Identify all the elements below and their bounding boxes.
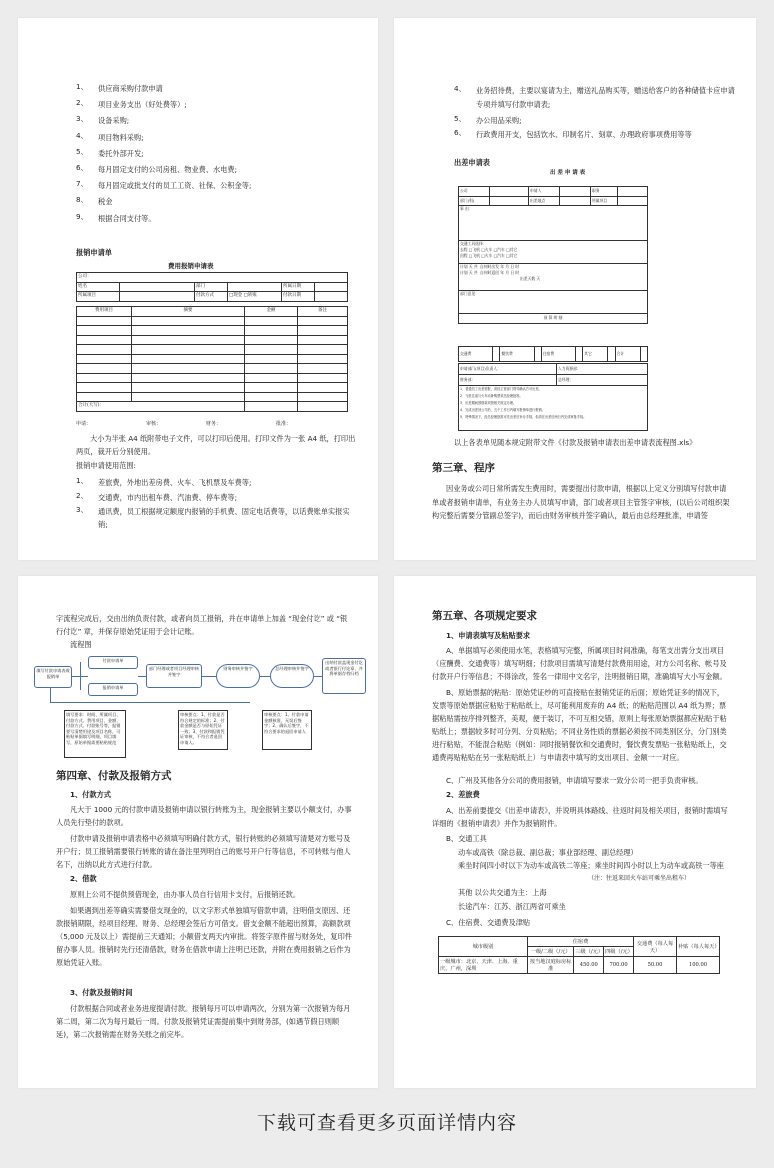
list-item-num: 6、 (76, 163, 88, 172)
document-page-1 (18, 18, 378, 560)
paragraph-attachment: 以上各表单见随本规定附带文件《付款及报销申请表出差申请表流程图.xls》 (454, 438, 697, 447)
flow-gm-review: 总经理审核并签字 (270, 664, 314, 688)
scope-item-text: 交通费，市内出租车费、汽油费、停车费等; (98, 492, 237, 502)
flowchart-label: 流程图 (70, 640, 92, 649)
document-page-2 (394, 18, 756, 560)
document-page-4 (394, 576, 756, 1088)
list-item-text: 每月固定或批支付的员工工资、社保、公积金等; (98, 181, 252, 191)
list-item-num: 5、 (76, 146, 88, 156)
transport-rule-2: 乘坐时间四小时以下为动车或高铁二等座；乘坐时间四小时以上为动车或高铁一等座 (458, 861, 724, 870)
flow-cashier-pay: 出纳付款盖现金付讫或者银行付讫章，并将单据存档归档 (322, 658, 366, 694)
paragraph-threshold: 凡大于 1000 元的付款申请及报销申请以银行转账为主，现金报销主要以小额支付，办事人员先行垫付的款项。 (56, 805, 352, 827)
paragraph-print-note: 大小为半张 A4 纸附带电子文件，可以打印后使用。打印文件为一张 A4 纸，打印出两页，裁开后分别使用。 (76, 434, 356, 456)
td-transport: 50.00 (634, 957, 677, 974)
transport-rule-1: 动车或高铁（除总裁、副总裁；事业部经理、副总经理） (458, 848, 638, 857)
footer-more-pages[interactable]: 下载可查看更多页面详情内容 (256, 1112, 517, 1134)
paragraph-cashier: 字流程完成后，交由出纳负责付款，或者向员工报销，并在申请单上加盖 “现金付讫” 或 “银行付讫” 章，并保存原始凭证用于会计记账。 (56, 614, 348, 636)
paragraph-travel-c: C、住宿费、交通费及津贴 (446, 918, 531, 927)
list-item-num: 2、 (76, 98, 88, 108)
tf-sign-dept: 申请部门(项目)负责人： (459, 364, 557, 375)
chapter-3-title: 第三章、程序 (432, 462, 495, 474)
tf-depart: 自何时出发 (480, 264, 500, 269)
list-item-num: 9、 (76, 211, 88, 221)
flow-note-fill: 填写要求：时间、所属项目、付款方式、费用项目、金额、付款方式、付款账号等，报销要写清楚用途及项目名称，可粘贴单据填写明细，项目填写，原始单据需要粘贴规范 (64, 710, 126, 758)
th-hotel: 住宿费 (528, 937, 634, 947)
tf-applicant: 申请人 (529, 187, 560, 197)
td-hotel-3: 700.00 (604, 957, 634, 974)
form-title: 费用报销申请表 (168, 262, 214, 270)
travel-form-table (458, 186, 648, 324)
tf-position: 职务 (591, 187, 618, 197)
col-amount: 金额 (245, 307, 298, 317)
transport-note: （注：往返来回火车站可乘坐出租车） (588, 875, 691, 882)
paragraph-loan-procedure: 如果遇到出差等确实需要借支现金的，以文字形式单独填写借款申请，注明借支原因、还款报销期限，经项目经理、财务、总经理会签后方可借支。借支金额不能超出预算，高额款项（5,000 元及以上）需提前三天通知；小额借支两天内审批。将签字原件留与财务处，复印件留办事人员。报销时先行还清借款，财务在借款申请上注明已还款，并附在费用报销之后作为原始凭证入账。 (56, 906, 352, 967)
tf-budget-other: 其它 (583, 347, 608, 362)
th-allowance: 补贴（每人每天） (677, 937, 720, 957)
flow-payment-form: 付款申请单 (88, 656, 138, 669)
form-paydate: 付款日期 (282, 292, 315, 302)
travel-sign-table (458, 363, 648, 431)
tf-budget-total: 合计 (615, 347, 640, 362)
paragraph-time: 付款根据合同或者业务进度提请付款。报销每月可以申请两次，分别为第一次报销为每月第二周，第二次为每月最后一周。付款及报销凭证需提前集中到财务部，(如遇节假日则顺延)，第二次报销需在财务关账之前完毕。 (56, 1004, 351, 1039)
list-item-num: 6、 (454, 128, 466, 137)
col-item: 费用项目 (77, 307, 132, 317)
col-summary: 摘要 (132, 307, 245, 317)
scope-item-num: 3、 (76, 505, 88, 514)
list-item-num: 3、 (76, 114, 88, 124)
tf-dept-opinion: 部门意见： (459, 291, 648, 314)
transport-rule-4: 长途汽车：江苏、浙江两省可乘坐 (458, 902, 566, 911)
th-city-level: 城市级别 (439, 937, 528, 957)
tf-note: 2、飞机往返与火车动卧购票须总经理批准。 (460, 394, 523, 398)
tf-days: 出差天数 天 (520, 276, 541, 281)
tf-budget-title: 预 算 明 细 (459, 314, 648, 324)
tf-budget-meal: 餐饮费 (500, 347, 534, 362)
tf-note: 3、出差期间预借款项按相关规定办理。 (460, 401, 517, 405)
tf-transport: 交通工具选择： (460, 241, 487, 246)
flow-reimburse-form: 报销申请单 (88, 683, 138, 696)
tf-reason: 事 由： (459, 206, 648, 241)
th-hotel-2: 三级（/元） (574, 947, 604, 957)
travel-form-title: 出 差 申 请 表 (550, 170, 586, 176)
list-item-text: 税金 (98, 197, 113, 207)
document-page-3 (18, 576, 378, 1088)
tf-trans-back: 回程 □飞机 □火车 □汽车 □其它 (460, 253, 518, 258)
list-item-text: 项目业务支出（好处费等）; (98, 100, 187, 110)
subsection-form-rules: 1、申请表填写及粘贴要求 (446, 631, 531, 640)
list-item-num: 5、 (454, 114, 466, 123)
col-remark: 备注 (298, 307, 348, 317)
form-payopts: □现金 □转账 (228, 292, 282, 302)
section-title-travel: 出差申请表 (454, 158, 490, 167)
flow-manager-review: 部门经理或者项目经理审核并签字 (146, 664, 202, 688)
expense-items-table (76, 306, 348, 412)
sign-finance: 财务： (206, 421, 222, 427)
paragraph-loan-rule: 原则上公司不提供预借现金，由办事人员自行信用卡支付，后报销还款。 (70, 890, 301, 899)
expense-form-table (76, 272, 348, 302)
list-item-num: 4、 (454, 84, 466, 93)
form-paytype: 付款方式 (195, 292, 228, 302)
list-item-text: 供应商采购付款申请 (98, 84, 163, 93)
list-item-text: 项目物料采购; (98, 132, 144, 142)
list-item-text: 委托外部开发; (98, 148, 144, 158)
tf-dept: 部门(科) (459, 196, 490, 206)
travel-budget-table (458, 346, 648, 362)
tf-trans-go: 去程 □飞机 □火车 □汽车 □其它 (460, 247, 518, 252)
tf-plan-back: 计划 天 共 (460, 270, 478, 275)
tf-sign-finance: 财务部： (459, 375, 557, 386)
form-name: 姓名 (77, 282, 120, 292)
list-item-text: 行政费用开支，包括饮水、印制名片、刻章、办理政府事项费用等等 (476, 130, 692, 139)
list-item-num: 1、 (76, 82, 88, 91)
paragraph-procedure: 因业务或公司日常所需发生费用时，需要提出付款申请，根据以上定义分别填写付款申请单或者报销申请单，有业务主办人员填写申请，部门或者项目主管签字审核，(以后公司组织架构完整后需要分管副总签字)，而后由财务审核并签字确认，最后由总经理批准，申请签 (432, 484, 730, 520)
tf-project: 所属项目 (591, 196, 618, 206)
list-item-text: 根据合同支付等。 (98, 213, 156, 223)
subsection-payment-method: 1、付款方式 (70, 790, 111, 799)
th-hotel-1: 一级/二级（/元） (528, 947, 574, 957)
sign-review: 审核： (146, 421, 162, 427)
allowance-table (438, 936, 720, 974)
paragraph-travel-b: B、交通工具 (446, 834, 487, 843)
tf-company: 公司 (459, 187, 490, 197)
tf-note: 5、特殊情况下，经总经理批准可先出差后补办手续，但须在出差后两日内完成审批手续。 (460, 415, 587, 419)
tf-plan-go: 计划 天 共 (460, 264, 478, 269)
form-dept: 部门 (195, 282, 228, 292)
paragraph-bank-transfer: 付款申请及报销申请表格中必须填写明确付款方式，银行转账的必须填写清楚对方账号及开户行；员工报销需要银行转账的请在备注里列明自己的账号开户行等信息，不可转账与他人名下，出纳以此方式进行付款。 (56, 834, 351, 869)
tf-depart-time: 年 月 日 时 (500, 264, 520, 269)
list-item-num: 7、 (76, 179, 88, 189)
th-hotel-3: 四级（/元） (604, 947, 634, 957)
tf-return-time: 年 月 日 时 (500, 270, 520, 275)
section-title-reimbursement: 报销申请单 (76, 248, 112, 257)
tf-return: 自何时返回 (480, 270, 500, 275)
tf-sign-hr: 人力资源部： (557, 364, 648, 375)
list-item-text: 设备采购; (98, 116, 130, 126)
tf-notes (459, 386, 648, 431)
scope-item-num: 2、 (76, 490, 88, 500)
paragraph-form-b: B、原始票据的粘贴：原始凭证纱的可直接贴在报销凭证的后面；原始凭证多的情况下，发票等原始票据应粘贴于粘贴纸上，尽可能利用废弃的 A4 纸；的粘贴范围以 A4 纸为界；票据粘贴需按序排列整齐，美观，便于装订，不可互相交错，原则上每张原始票据都应粘贴于粘贴纸上；票据较多时可分列、分页粘贴；不同业务性质的票据必须按不同类别区分，分门别类进行粘贴，不能混合粘贴（例如：同时报销餐饮和交通费时，餐饮费发票贴一张粘贴纸上，交通费再贴粘贴在另一张粘贴纸上）与申请表中填写的支出项目、金额一一对应。 (432, 688, 727, 762)
subsection-loan: 2、借款 (70, 874, 97, 883)
flow-note-finance: 审核要点：1、付款是否符合规定的标准；2、付款金额是否与原始凭证一致；3、付款和报销凭证审核，不符合者退回申请人。 (178, 710, 228, 750)
td-hotel-1: 按当地汉庭标房标准 (528, 957, 574, 974)
flow-note-gm: 审核要点：1、付款申请金额核准、无误后签字；2、确认后签字，不符合要求的退回申请人 (262, 710, 312, 750)
td-hotel-2: 450.00 (574, 957, 604, 974)
subsection-time: 3、付款及报销时间 (70, 988, 133, 997)
flow-start: 填写付款申请表或报销单 (34, 666, 72, 688)
flow-finance-review: 财务审核并签字 (216, 664, 260, 688)
sign-approve: 批准： (276, 421, 292, 427)
list-item-num: 8、 (76, 195, 88, 205)
sign-applicant: 申请： (76, 421, 92, 427)
tf-note: 1、普通员工出差需报，须经主管部门领导确认方可出差。 (460, 387, 542, 391)
paragraph-form-a: A、单据填写必须使用水笔，表格填写完整，所属项目时间准确，每笔支出需分支出项目（应酬费、交通费等）填写明细；付款项目需填写清楚付款费用用途，对方公司名称、帐号及付款开户行等信息；不得涂改，签名一律用中文名字，注明报销日期，准确填写大小写金额。 (432, 646, 727, 681)
paragraph-form-c: C、广州及其他各分公司的费用报销，申请填写要求一致分公司一把手负责审核。 (446, 776, 703, 785)
chapter-5-title: 第五章、各项规定要求 (432, 610, 537, 622)
tf-note: 4、完成出差回公司后，五个工作日内填写报销单进行报销。 (460, 408, 545, 412)
subsection-travel: 2、差旅费 (446, 790, 480, 799)
form-date: 所属日期 (282, 282, 315, 292)
scope-item-text: 通讯费，员工根据规定额度内报销的手机费、固定电话费等，以话费账单实报实销; (98, 507, 350, 529)
list-item-text: 办公用品采购; (476, 116, 522, 125)
paragraph-travel-a: A、出差前要提交《出差申请表》，并说明具体路线、往返时间及相关项目，报销时需填写详细的《报销申请表》并作为报销附件。 (432, 806, 728, 828)
form-company: 公司： (77, 273, 348, 283)
tf-location: 出差地点 (529, 196, 560, 206)
scope-item-num: 1、 (76, 476, 88, 485)
scope-item-text: 差旅费，外地出差房费、火车、飞机票及车费等; (98, 478, 252, 487)
tf-budget-hotel: 住宿费 (541, 347, 575, 362)
td-allowance: 100.00 (677, 957, 720, 974)
list-item-num: 4、 (76, 130, 88, 140)
list-item-text: 业务招待费，主要以宴请为主，赠送礼品购买等，赠送给客户的各种储值卡应申请专项并填写付款申请表; (476, 86, 735, 109)
scope-title: 报销申请使用范围: (76, 461, 136, 470)
list-item-text: 每月固定支付的公司房租、物业费、水电费; (98, 165, 237, 174)
chapter-4-title: 第四章、付款及报销方式 (56, 770, 172, 782)
td-city: 一级城市：北京、天津、上海、重庆，广州，深圳 (439, 957, 528, 974)
form-total: 合计(大写)： (77, 402, 245, 412)
transport-rule-3: 其他 以公共交通为主：上海 (458, 888, 547, 897)
tf-sign-gm: 总经理： (557, 375, 648, 386)
th-transport: 交通费（每人每天） (634, 937, 677, 957)
tf-budget-transport: 交通费 (459, 347, 493, 362)
form-project: 所属项目 (77, 292, 120, 302)
